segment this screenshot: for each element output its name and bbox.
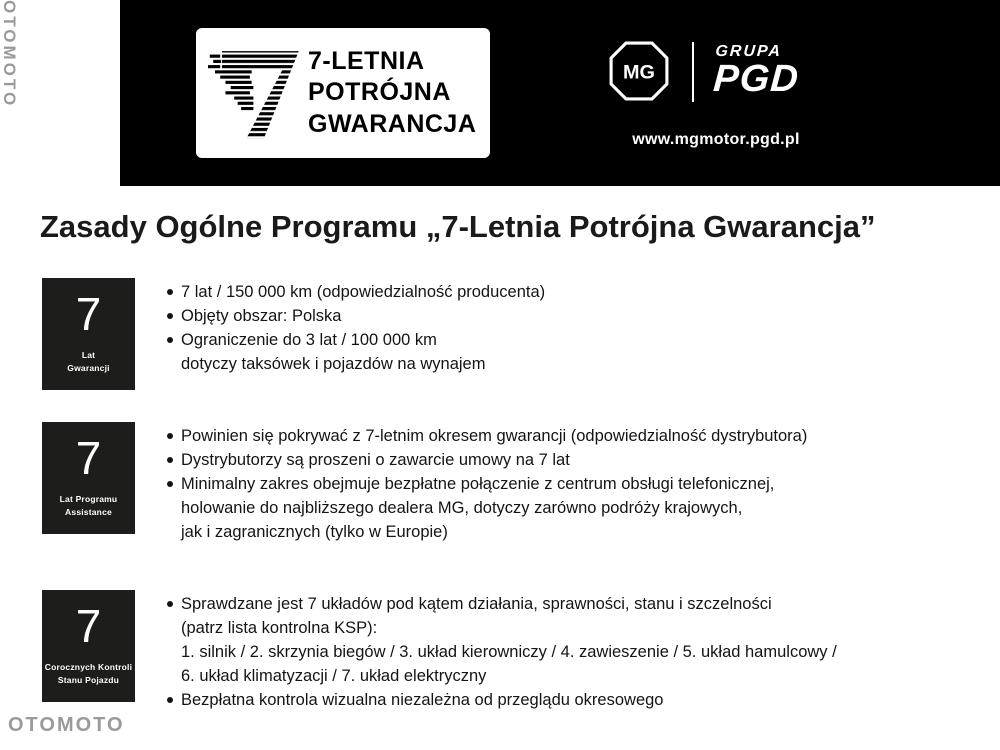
list-item: Objęty obszar: Polska (167, 304, 545, 328)
list-item-continuation: dotyczy taksówek i pojazdów na wynajem (181, 355, 486, 373)
badge-caption: Lat Gwarancji (67, 350, 110, 373)
list-item: Powinien się pokrywać z 7-letnim okresem gwarancji (odpowiedzialność dystrybutora) (167, 424, 807, 448)
badge-number: 7 (75, 600, 102, 652)
bullet-list (167, 422, 807, 544)
seven-stripes-icon (208, 41, 304, 145)
list-item-continuation: 1. silnik / 2. skrzynia biegów / 3. układ kierowniczy / 4. zawieszenie / 5. układ hamulcowy / (181, 643, 837, 661)
bullet-dot (167, 337, 173, 343)
bullet-dot (167, 481, 173, 487)
section-warranty (42, 278, 545, 390)
logo-divider (692, 42, 694, 102)
list-item-continuation: holowanie do najbliższego dealera MG, dotyczy zarówno podróży krajowych, (181, 499, 743, 517)
list-item-continuation: (patrz lista kontrolna KSP): (181, 619, 378, 637)
list-item-continuation: jak i zagranicznych (tylko w Europie) (181, 523, 448, 541)
list-item: 7 lat / 150 000 km (odpowiedzialność producenta) (167, 280, 545, 304)
list-item: Ograniczenie do 3 lat / 100 000 km (167, 328, 545, 352)
badge-caption: Corocznych Kontroli Stanu Pojazdu (44, 662, 133, 685)
pgd-label: PGD (712, 58, 801, 100)
mg-badge-icon (608, 40, 670, 102)
program-logo-line: GWARANCJA (308, 109, 477, 138)
watermark-otomoto-vertical: OTOMOTO (0, 0, 19, 109)
list-item: Bezpłatna kontrola wizualna niezależna od przeglądu okresowego (167, 688, 837, 712)
section-assistance (42, 422, 807, 544)
program-logo-line: POTRÓJNA (308, 78, 451, 107)
badge-caption: Lat Programu Assistance (59, 494, 118, 517)
program-logo-line: 7-LETNIA (308, 47, 425, 76)
website-url: www.mgmotor.pgd.pl (632, 131, 800, 148)
grupa-pgd-logo (712, 44, 801, 100)
bullet-dot (167, 289, 173, 295)
badge-number: 7 (75, 288, 102, 340)
bullet-dot (167, 697, 173, 703)
badge-number: 7 (75, 432, 102, 484)
bullet-list (167, 278, 545, 390)
program-logo-card (196, 28, 490, 158)
list-item-continuation: 6. układ klimatyzacji / 7. układ elektryczny (181, 667, 487, 685)
section-inspection (42, 590, 837, 712)
list-item: Sprawdzane jest 7 układów pod kątem działania, sprawności, stanu i szczelności (167, 592, 837, 616)
list-item: Minimalny zakres obejmuje bezpłatne połączenie z centrum obsługi telefonicznej, (167, 472, 807, 496)
bullet-dot (167, 313, 173, 319)
badge-lat-programu-assistance (42, 422, 135, 534)
header-banner (120, 0, 1000, 186)
page-title: Zasady Ogólne Programu „7-Letnia Potrójna Gwarancja” (40, 209, 876, 244)
bullet-list (167, 590, 837, 712)
bullet-dot (167, 601, 173, 607)
program-logo-text (308, 46, 476, 140)
badge-lat-gwarancji (42, 278, 135, 390)
svg-text:MG: MG (623, 61, 655, 84)
list-item: Dystrybutorzy są proszeni o zawarcie umowy na 7 lat (167, 448, 807, 472)
grupa-label: GRUPA (714, 43, 783, 60)
watermark-otomoto-bottom: OTOMOTO (8, 714, 125, 736)
bullet-dot (167, 457, 173, 463)
bullet-dot (167, 433, 173, 439)
badge-corocznych-kontroli (42, 590, 135, 702)
